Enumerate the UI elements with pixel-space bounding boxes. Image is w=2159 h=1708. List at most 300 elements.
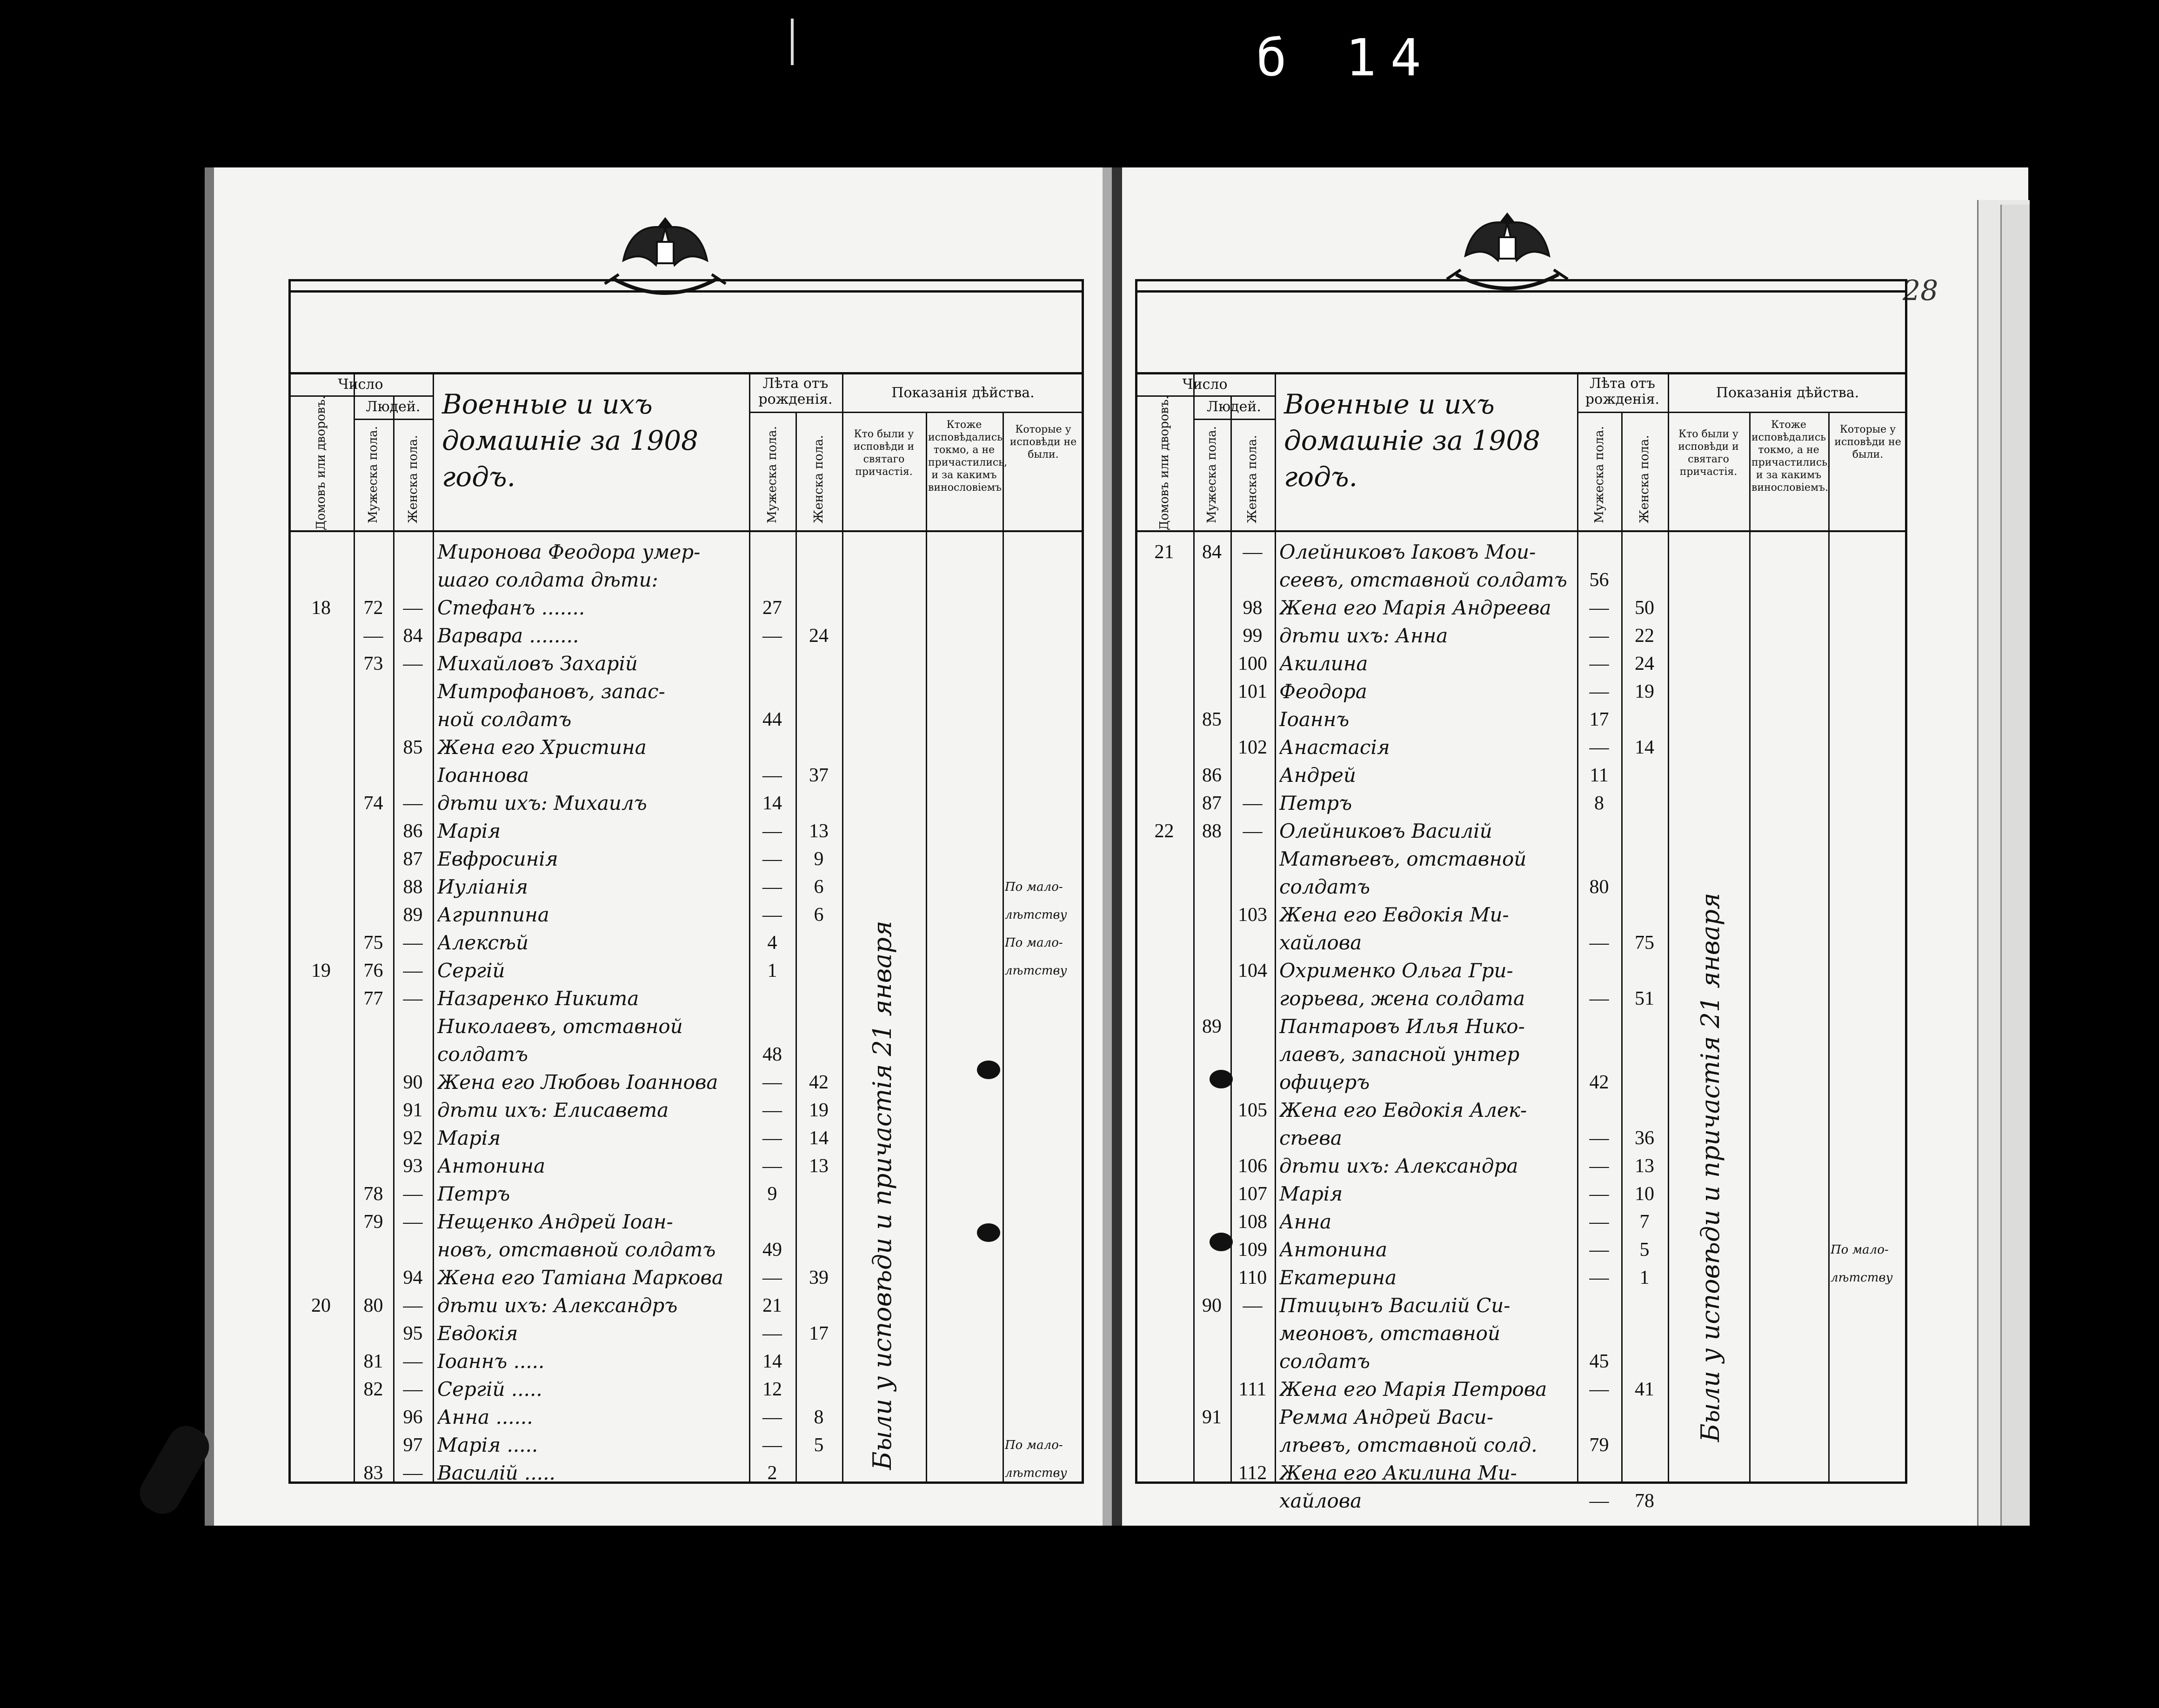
house-number	[288, 844, 354, 874]
house-number	[1135, 1151, 1193, 1181]
female-number: —	[403, 1462, 423, 1484]
female-number: 112	[1238, 1462, 1267, 1484]
female-age	[795, 705, 842, 734]
table-header-rule	[1135, 372, 1907, 374]
house-number	[1135, 1207, 1193, 1237]
person-name: Іоаннъ	[1279, 708, 1350, 731]
register-row	[288, 956, 1084, 986]
house-number	[288, 1179, 354, 1209]
header-rule	[749, 412, 1084, 413]
house-number	[1135, 1012, 1193, 1041]
female-age	[1621, 1347, 1668, 1376]
register-row	[1135, 649, 1907, 679]
male-number	[1193, 1319, 1230, 1348]
register-row	[288, 1430, 1084, 1460]
female-number: 96	[403, 1407, 423, 1428]
person-name: Нещенко Андрей Іоан-	[437, 1210, 673, 1233]
male-age	[1577, 816, 1621, 846]
female-age	[1621, 872, 1668, 902]
female-number: —	[403, 793, 423, 814]
male-age	[749, 733, 795, 762]
house-number	[288, 788, 354, 818]
female-age: 51	[1635, 988, 1654, 1009]
person-name: солдатъ	[1279, 1350, 1370, 1373]
female-age	[795, 733, 842, 762]
female-age: 14	[1635, 737, 1654, 758]
absence-note	[1005, 537, 1082, 567]
absence-note	[1005, 1123, 1082, 1153]
female-age: 75	[1635, 932, 1654, 954]
header-rule	[354, 419, 433, 420]
absence-note: По мало-	[1005, 1438, 1063, 1452]
female-age: 14	[809, 1128, 829, 1149]
absence-note	[1005, 677, 1082, 707]
female-number	[393, 677, 433, 707]
male-number	[354, 1012, 393, 1041]
male-number	[1193, 1430, 1230, 1460]
male-age: —	[762, 1100, 782, 1121]
header-col-a: Кто были у исповѣди и святаго причастія.	[1678, 428, 1739, 478]
female-age	[795, 565, 842, 595]
male-age: 2	[767, 1462, 777, 1484]
male-age: —	[762, 625, 782, 647]
page-title: Военные и ихъ домашніе за 1908 годъ.	[442, 388, 699, 493]
male-age: 11	[1590, 765, 1609, 786]
person-name: ной солдатъ	[437, 708, 572, 731]
male-age: —	[1589, 1267, 1609, 1288]
house-number	[288, 1347, 354, 1376]
male-number	[1193, 733, 1230, 762]
male-number: 89	[1202, 1016, 1222, 1037]
house-number	[1135, 984, 1193, 1014]
male-age: 42	[1589, 1072, 1609, 1093]
house-number	[288, 1095, 354, 1125]
house-number	[288, 1430, 354, 1460]
male-age	[1577, 844, 1621, 874]
house-number	[288, 816, 354, 846]
person-name: Матвѣевъ, отставной	[1279, 847, 1527, 870]
absence-note	[1831, 788, 1905, 818]
male-age: 14	[762, 793, 782, 814]
register-row	[1135, 733, 1907, 762]
person-name: дѣти ихъ: Михаилъ	[437, 792, 647, 814]
header-rule	[1577, 412, 1907, 413]
person-name: Жена его Любовь Іоаннова	[437, 1071, 718, 1094]
absence-note	[1831, 844, 1905, 874]
person-name: Марія	[437, 820, 501, 842]
header-chislo: Число	[1182, 376, 1228, 393]
table-top-rule	[288, 279, 1084, 293]
female-number: 106	[1238, 1155, 1267, 1177]
register-row	[1135, 1068, 1907, 1097]
female-number: —	[403, 1379, 423, 1400]
register-row	[1135, 1040, 1907, 1069]
person-name: Екатерина	[1279, 1266, 1397, 1289]
house-number	[288, 872, 354, 902]
female-number: —	[1243, 1295, 1263, 1316]
male-number	[354, 677, 393, 707]
house-number	[288, 537, 354, 567]
register-row	[1135, 1374, 1907, 1404]
header-col-b: Ктоже исповѣдались токмо, а не причастились, и за какимъ винословіемъ.	[928, 419, 1008, 494]
female-age: 13	[1635, 1155, 1654, 1177]
person-name: Олейниковъ Іаковъ Мои-	[1279, 540, 1536, 563]
house-number	[1135, 1430, 1193, 1460]
house-number	[1135, 1291, 1193, 1321]
register-row	[1135, 844, 1907, 874]
male-age: 45	[1589, 1351, 1609, 1372]
female-number: —	[403, 1351, 423, 1372]
female-age	[795, 1347, 842, 1376]
house-number	[1135, 677, 1193, 707]
male-age	[749, 984, 795, 1014]
person-name: хайлова	[1279, 1489, 1362, 1512]
male-age	[1577, 1319, 1621, 1348]
house-number	[1135, 1486, 1193, 1516]
house-number	[288, 1374, 354, 1404]
male-number	[1193, 1151, 1230, 1181]
register-row	[288, 1179, 1084, 1209]
female-number: 100	[1238, 653, 1267, 674]
female-number: —	[403, 1183, 423, 1205]
male-number	[354, 1319, 393, 1348]
female-age	[1621, 1291, 1668, 1321]
male-age	[1577, 1095, 1621, 1125]
header-lyudey: Людей.	[1207, 399, 1261, 415]
female-age: 13	[809, 821, 829, 842]
female-number: —	[403, 653, 423, 674]
house-number	[1135, 621, 1193, 651]
register-row	[1135, 872, 1907, 902]
female-age	[795, 1179, 842, 1209]
absence-note	[1005, 1263, 1082, 1293]
person-name: Антонина	[1279, 1238, 1388, 1261]
house-number	[288, 565, 354, 595]
person-name: Марія	[437, 1127, 501, 1149]
person-name: Охрименко Ольга Гри-	[1279, 959, 1513, 982]
male-age	[749, 565, 795, 595]
female-age	[1621, 1430, 1668, 1460]
person-name: Петръ	[437, 1182, 510, 1205]
archive-stamp: б 14	[1256, 28, 1435, 87]
absence-note	[1831, 621, 1905, 651]
female-number	[1230, 872, 1275, 902]
house-number	[1135, 1235, 1193, 1265]
female-age: 39	[809, 1267, 829, 1288]
female-number: 85	[403, 737, 423, 758]
male-age: 48	[762, 1044, 782, 1065]
header-zhen: Женска пола.	[1638, 435, 1651, 523]
male-age: —	[1589, 1379, 1609, 1400]
house-number	[288, 1458, 354, 1488]
female-age	[1621, 705, 1668, 734]
table-header-bottom-rule	[288, 530, 1084, 532]
house-number	[1135, 1374, 1193, 1404]
absence-note	[1831, 565, 1905, 595]
male-number	[1193, 649, 1230, 679]
female-number	[1230, 705, 1275, 734]
person-name: Антонина	[437, 1154, 546, 1177]
absence-note	[1831, 733, 1905, 762]
male-number	[1193, 565, 1230, 595]
female-age	[795, 649, 842, 679]
male-number: 75	[363, 932, 383, 954]
female-age: 19	[809, 1100, 829, 1121]
house-number	[288, 1207, 354, 1237]
absence-note	[1831, 1458, 1905, 1488]
female-number: 107	[1238, 1183, 1267, 1205]
female-age	[1621, 956, 1668, 986]
register-row	[1135, 1263, 1907, 1293]
register-row	[1135, 1123, 1907, 1153]
header-col-a: Кто были у исповѣди и святаго причастія.	[853, 428, 915, 478]
female-age: 24	[809, 625, 829, 647]
male-number: 79	[363, 1211, 383, 1233]
female-number	[1230, 761, 1275, 790]
house-number: 18	[311, 597, 331, 619]
register-row	[1135, 1151, 1907, 1181]
male-number	[1193, 984, 1230, 1014]
male-number: 84	[1202, 541, 1222, 563]
female-age	[1621, 1095, 1668, 1125]
female-age	[1621, 565, 1668, 595]
register-row	[1135, 621, 1907, 651]
register-row	[1135, 537, 1907, 567]
house-number	[288, 1012, 354, 1041]
absence-note	[1005, 1207, 1082, 1237]
female-age	[795, 537, 842, 567]
person-name: Анастасія	[1279, 736, 1390, 759]
house-number	[288, 1319, 354, 1348]
male-age: —	[762, 1434, 782, 1456]
house-number	[288, 1151, 354, 1181]
register-row	[288, 1207, 1084, 1237]
female-age	[795, 677, 842, 707]
female-age	[1621, 1402, 1668, 1432]
house-number	[1135, 565, 1193, 595]
absence-note	[1005, 1235, 1082, 1265]
house-number	[1135, 956, 1193, 986]
house-number	[1135, 1319, 1193, 1348]
house-number	[1135, 1068, 1193, 1097]
female-number: 99	[1243, 625, 1263, 647]
absence-note	[1831, 928, 1905, 958]
person-name: сѣева	[1279, 1127, 1342, 1149]
ink-blot	[1210, 1233, 1233, 1251]
register-row	[1135, 1402, 1907, 1432]
absence-note	[1831, 1402, 1905, 1432]
book-page-edge	[2000, 205, 2030, 1526]
male-number	[354, 1430, 393, 1460]
person-name: Михайловъ Захарій	[437, 652, 638, 675]
female-age	[795, 956, 842, 986]
absence-note	[1831, 1040, 1905, 1069]
male-number	[354, 1151, 393, 1181]
absence-note	[1005, 593, 1082, 623]
house-number	[288, 677, 354, 707]
male-number	[1193, 900, 1230, 930]
male-age: 56	[1589, 569, 1609, 591]
register-row	[288, 621, 1084, 651]
male-age	[1577, 1291, 1621, 1321]
person-name: Жена его Татіана Маркова	[437, 1266, 724, 1289]
female-number	[393, 705, 433, 734]
male-age: —	[762, 1267, 782, 1288]
person-name: Петръ	[1279, 792, 1352, 814]
header-col-c: Которые у исповѣди не были.	[1009, 424, 1077, 460]
absence-note	[1831, 956, 1905, 986]
header-muzh: Мужеска пола.	[1205, 426, 1219, 523]
male-age: —	[1589, 737, 1609, 758]
male-age	[1577, 1040, 1621, 1069]
person-name: Митрофановъ, запас-	[437, 680, 665, 703]
male-number	[354, 872, 393, 902]
person-name: Миронова Феодора умер-	[437, 540, 701, 563]
absence-note	[1005, 1095, 1082, 1125]
female-number: 108	[1238, 1211, 1267, 1233]
header-doma: Домовъ или дворовъ.	[314, 395, 328, 530]
header-zhen: Женска пола.	[406, 435, 420, 523]
female-age	[1621, 1068, 1668, 1097]
header-muzh: Мужеска пола.	[765, 426, 779, 523]
register-row	[1135, 928, 1907, 958]
header-rule	[1193, 419, 1275, 420]
absence-note	[1831, 1430, 1905, 1460]
register-row	[288, 1319, 1084, 1348]
male-age: 4	[767, 932, 777, 954]
register-row	[1135, 1235, 1907, 1265]
register-row	[288, 1068, 1084, 1097]
female-number: 110	[1238, 1267, 1267, 1288]
register-row	[1135, 593, 1907, 623]
male-number	[354, 705, 393, 734]
absence-note	[1831, 1319, 1905, 1348]
male-number	[354, 1095, 393, 1125]
male-age	[1577, 1402, 1621, 1432]
register-row	[1135, 705, 1907, 734]
female-age: 13	[809, 1155, 829, 1177]
person-name: Жена его Евдокія Алек-	[1279, 1099, 1527, 1121]
female-number	[1230, 1430, 1275, 1460]
house-number: 21	[1154, 541, 1174, 563]
male-number	[1193, 1207, 1230, 1237]
female-age	[795, 1235, 842, 1265]
person-name: Сергій	[437, 959, 505, 982]
person-name: новъ, отставной солдатъ	[437, 1238, 716, 1261]
male-number	[354, 1040, 393, 1069]
male-age: —	[1589, 1183, 1609, 1205]
male-age: —	[762, 1072, 782, 1093]
male-number	[1193, 1347, 1230, 1376]
absence-note	[1831, 677, 1905, 707]
header-pokazania: Показанія дѣйства.	[1716, 385, 1859, 401]
register-row	[1135, 788, 1907, 818]
male-number: 85	[1202, 709, 1222, 730]
house-number	[288, 1068, 354, 1097]
header-leta: Лѣта отъ рожденія.	[1585, 375, 1660, 407]
female-number	[1230, 1319, 1275, 1348]
header-zhen: Женска пола.	[1245, 435, 1259, 523]
female-number: —	[403, 1211, 423, 1233]
female-age	[795, 984, 842, 1014]
header-leta: Лѣта отъ рожденія.	[758, 375, 833, 407]
register-row	[288, 1123, 1084, 1153]
male-age: 79	[1589, 1434, 1609, 1456]
female-age: 10	[1635, 1183, 1654, 1205]
male-number	[1193, 844, 1230, 874]
person-name: Марія .....	[437, 1434, 538, 1456]
female-age: 78	[1635, 1490, 1654, 1512]
house-number	[1135, 1458, 1193, 1488]
female-age	[1621, 1040, 1668, 1069]
register-row	[288, 1235, 1084, 1265]
female-age: 17	[809, 1323, 829, 1344]
female-number: 97	[403, 1434, 423, 1456]
male-number: 83	[363, 1462, 383, 1484]
person-name: Стефанъ .......	[437, 596, 585, 619]
absence-note	[1005, 1068, 1082, 1097]
person-name: Акилина	[1279, 652, 1368, 675]
male-number: 74	[363, 793, 383, 814]
margin-tick	[791, 19, 794, 65]
male-age: —	[1589, 1155, 1609, 1177]
book-gutter	[1103, 167, 1112, 1526]
table-top-rule	[1135, 279, 1907, 293]
person-name: Жена его Марія Андреева	[1279, 596, 1551, 619]
house-number	[1135, 1402, 1193, 1432]
female-age: 41	[1635, 1379, 1654, 1400]
absence-note	[1005, 705, 1082, 734]
person-name: дѣти ихъ: Елисавета	[437, 1099, 669, 1121]
house-number	[1135, 1040, 1193, 1069]
house-number	[1135, 593, 1193, 623]
absence-note	[1831, 1068, 1905, 1097]
male-age: —	[762, 1155, 782, 1177]
female-number	[1230, 1012, 1275, 1041]
house-number	[288, 900, 354, 930]
male-age	[1577, 537, 1621, 567]
register-row	[288, 565, 1084, 595]
house-number	[288, 1123, 354, 1153]
female-number: 105	[1238, 1100, 1267, 1121]
female-age: 50	[1635, 597, 1654, 619]
house-number	[1135, 649, 1193, 679]
male-age: 44	[762, 709, 782, 730]
male-number: 86	[1202, 765, 1222, 786]
absence-note	[1831, 649, 1905, 679]
register-row	[288, 1095, 1084, 1125]
male-number	[1193, 1095, 1230, 1125]
absence-note	[1005, 565, 1082, 595]
absence-note	[1005, 844, 1082, 874]
absence-note	[1831, 593, 1905, 623]
house-number	[1135, 844, 1193, 874]
female-number: 86	[403, 821, 423, 842]
person-name: Варвара ........	[437, 624, 579, 647]
person-name: Анна ......	[437, 1406, 533, 1428]
person-name: Алексѣй	[437, 931, 529, 954]
male-age: 12	[762, 1379, 782, 1400]
male-age	[749, 677, 795, 707]
female-number	[1230, 928, 1275, 958]
female-number: 90	[403, 1072, 423, 1093]
house-number	[288, 1235, 354, 1265]
female-age	[1621, 788, 1668, 818]
male-age: 49	[762, 1239, 782, 1261]
register-row	[288, 1402, 1084, 1432]
person-name: Жена его Христина	[437, 736, 647, 759]
person-name: шаго солдата дѣти:	[437, 568, 658, 591]
